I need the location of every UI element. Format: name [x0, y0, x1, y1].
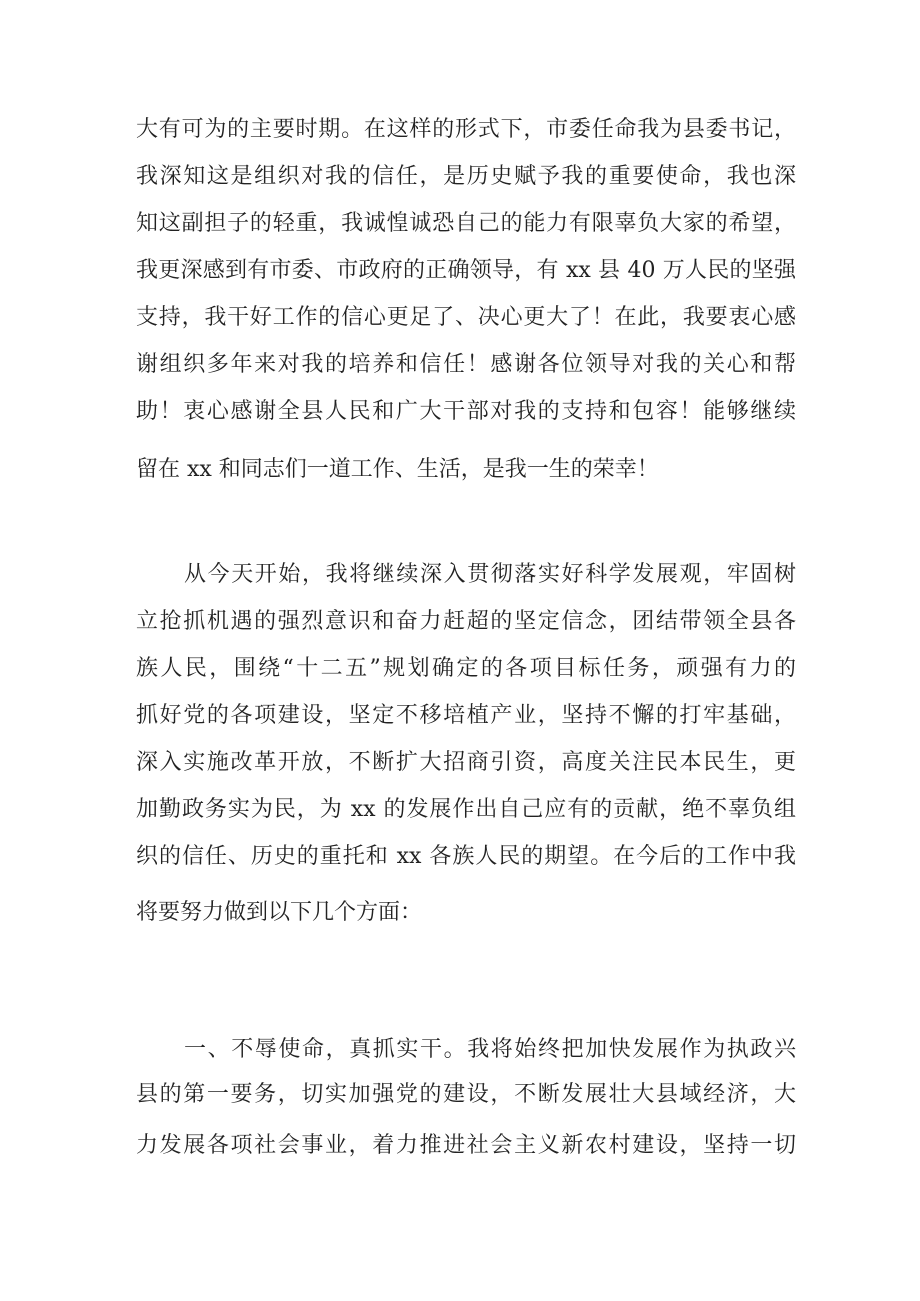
text-line: 族人民，围绕“十二五”规划确定的各项目标任务，顽强有力的	[136, 656, 796, 681]
text-line: 留在 xx 和同志们一道工作、生活，是我一生的荣幸！	[136, 457, 659, 482]
text-line: 力发展各项社会事业，着力推进社会主义新农村建设，坚持一切	[136, 1133, 796, 1158]
text-line: 深入实施改革开放，不断扩大招商引资，高度关注民本民生，更	[136, 750, 796, 775]
text-line: 我更深感到有市委、市政府的正确领导，有 xx 县 40 万人民的坚强	[136, 258, 796, 283]
text-line: 支持，我干好工作的信心更足了、决心更大了！在此，我要衷心感	[136, 305, 796, 330]
text-line: 立抢抓机遇的强烈意识和奋力赶超的坚定信念，团结带领全县各	[136, 609, 796, 634]
text-line: 知这副担子的轻重，我诚惶诚恐自己的能力有限辜负大家的希望，	[136, 211, 796, 236]
text-line: 大有可为的主要时期。在这样的形式下，市委任命我为县委书记，	[136, 117, 796, 142]
text-line: 织的信任、历史的重托和 xx 各族人民的期望。在今后的工作中我	[136, 844, 796, 869]
text-line: 加勤政务实为民，为 xx 的发展作出自己应有的贡献，绝不辜负组	[136, 797, 796, 822]
text-line: 一、不辱使命，真抓实干。我将始终把加快发展作为执政兴	[184, 1037, 796, 1062]
text-line: 谢组织多年来对我的培养和信任！感谢各位领导对我的关心和帮	[136, 352, 796, 377]
text-line: 助！衷心感谢全县人民和广大干部对我的支持和包容！能够继续	[136, 399, 796, 424]
text-line: 从今天开始，我将继续深入贯彻落实好科学发展观，牢固树	[184, 562, 796, 587]
text-line: 我深知这是组织对我的信任，是历史赋予我的重要使命，我也深	[136, 164, 796, 189]
text-line: 将要努力做到以下几个方面：	[136, 900, 423, 925]
text-line: 抓好党的各项建设，坚定不移培植产业，坚持不懈的打牢基础，	[136, 703, 796, 728]
text-line: 县的第一要务，切实加强党的建设，不断发展壮大县域经济，大	[136, 1082, 796, 1107]
